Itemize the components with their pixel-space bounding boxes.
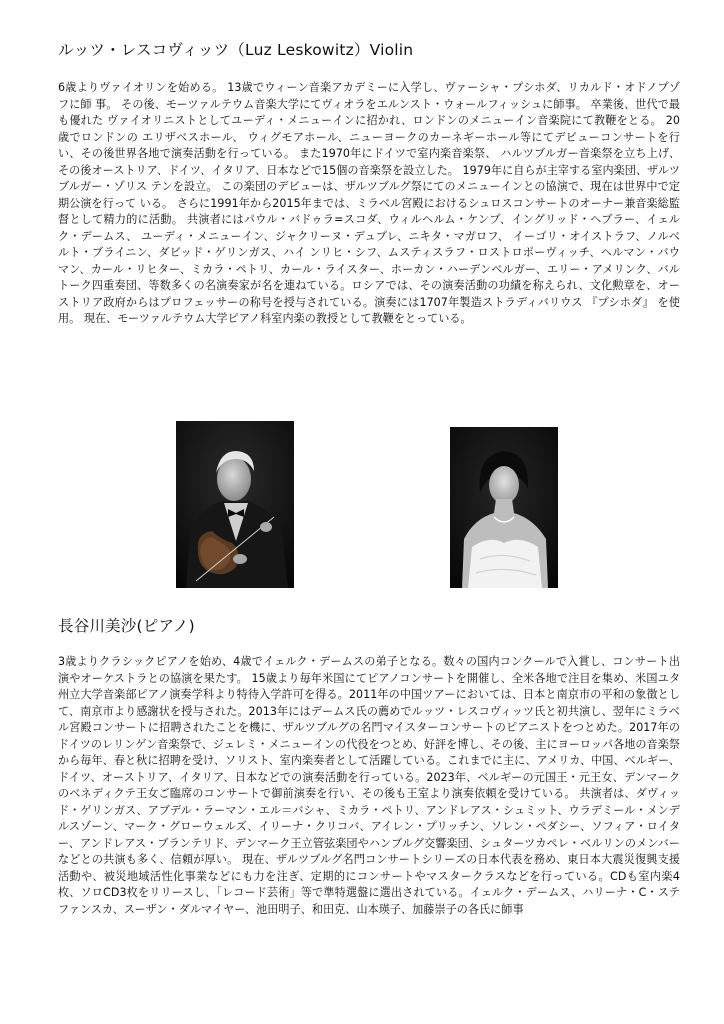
violinist-bio: 6歳よりヴァイオリンを始める。 13歳でウィーン音楽アカデミーに入学し、ヴァーシャ・プシホダ、リカルド・オドノプゾフに師 事。 その後、モーツァルテウム音楽大学にてヴィオラをエルンスト・ウォールフィッシュに師事。 卒業後、世代で最も優れた ヴァイオリニストとしてユーディ・メニューインに招かれ、ロンドンのメニューイン音楽院にて教鞭をとる。 20歳でロンドンの エリザベスホール、 ウィグモアホール、ニューヨークのカーネギーホール等にてデビューコンサートを行い、その後世界各地で演奏活動を行っている。 また1970年にドイツで室内楽音楽祭、 ハルツブルガー音楽祭を立ち上げ、その後オーストリア、ドイツ、イタリア、日本などで15個の音楽祭を設立した。 1979年に自らが主宰する室内楽団、ザルツブルガー・ゾリス テンを設立。 この楽団のデビューは、ザルツブルグ祭にてのメニューインとの協演で、現在は世界中で定期公演を行って いる。 さらに1991年から2015年までは、ミラベル宮殿におけるシュロスコンサートのオーナー兼音楽総監督として精力的に活動。 共演者にはパウル・バドゥラ=スコダ、ウィルヘルム・ケンプ、イングリッド・ヘブラー、イェルク・デームス、 ユーディ・メニューイン、ジャクリーヌ・デュプレ、ニキタ・マガロフ、 イーゴリ・オイストラフ、ノルベルト・ブライニン、ダビッド・ゲリンガス、ハイ ンリヒ・シフ、ムスティスラフ・ロストロポーヴィッチ、ヘルマン・バウマン、カール・リヒター、ミカラ・ペトリ、カール・ライスター、ホーカン・ハーデンベルガー、エリー・アメリンク、バルトーク四重奏団、等数多くの名演奏家が名を連ねている。ロシアでは、その演奏活動の功績を称えられ、文化勲章を、オーストリア政府からはプロフェッサーの称号を授与されている。演奏には1707年製造ストラディバリウス 『プシホダ』 を使用。 現在、モーツァルテウム大学ピアノ科室内楽の教授として教鞭をとっている。 [58,81,680,325]
violinist-photo [176,421,294,588]
pianist-heading: 長谷川美沙(ピアノ) [58,617,195,635]
violinist-heading: ルッツ・レスコヴィッツ（Luz Leskowitz）Violin [58,41,414,59]
pianist-photo [450,427,558,588]
pianist-bio: 3歳よりクラシックピアノを始め、4歳でイェルク・デームスの弟子となる。数々の国内コンクールで入賞し、コンサート出演やオーケストラとの協演を果たす。 15歳より毎年米国にてピアノコンサートを開催し、全米各地で注目を集め、米国ユタ州立大学音楽部ピアノ演奏学科より特待入学許可を得る。2011年の中国ツアーにおいては、日本と南京市の平和の象徴として、南京市より感謝状を授与された。2013年にはデームス氏の薦めでルッツ・レスコヴィッツ氏と初共演し、翌年にミラベル宮殿コンサートに招聘されたことを機に、ザルツブルグの名門マイスターコンサートのピアニストをつとめた。2017年のドイツのレリンゲン音楽祭で、ジェレミ・メニューインの代役をつとめ、好評を博し、その後、主にヨーロッパ各地の音楽祭から毎年、春と秋に招聘を受け、ソリスト、室内楽奏者として活躍している。これまでに主に、アメリカ、中国、ベルギー、ドイツ、オーストリア、イタリア、日本などでの演奏活動を行っている。2023年、ベルギーの元国王・元王女、デンマークのベネディクテ王女ご臨席のコンサートで御前演奏を行い、その後も王室より演奏依頼を受けている。 共演者は、ダヴィッド・ゲリンガス、アブデル・ラーマン・エル＝バシャ、ミカラ・ペトリ、アンドレアス・シュミット、ウラデミール・メンデルスゾーン、マーク・グローウェルズ、イリーナ・クリコバ、アイレン・プリッチン、ソレン・ペダシー、ソフィア・ロイター、アンドレアス・ブランテリド、デンマーク王立管弦楽団やハンブルグ交響楽団、シュターツカペレ・ベルリンのメンバーなどとの共演も多く、信頼が厚い。 現在、ザルツブルグ名門コンサートシリーズの日本代表を務め、東日本大震災復興支援活動や、被災地域活性化事業などにも力を注ぎ、定期的にコンサートやマスタークラスなどを行っている。CDも室内楽4枚、ソロCD3枚をリリースし、「レコード芸術」等で準特選盤に選出されている。イェルク・デームス、ハリーナ・C・ステファンスカ、スーザン・ダルマイヤー、池田明子、和田克、山本瑛子、加藤崇子の各氏に師事 [58,655,680,916]
